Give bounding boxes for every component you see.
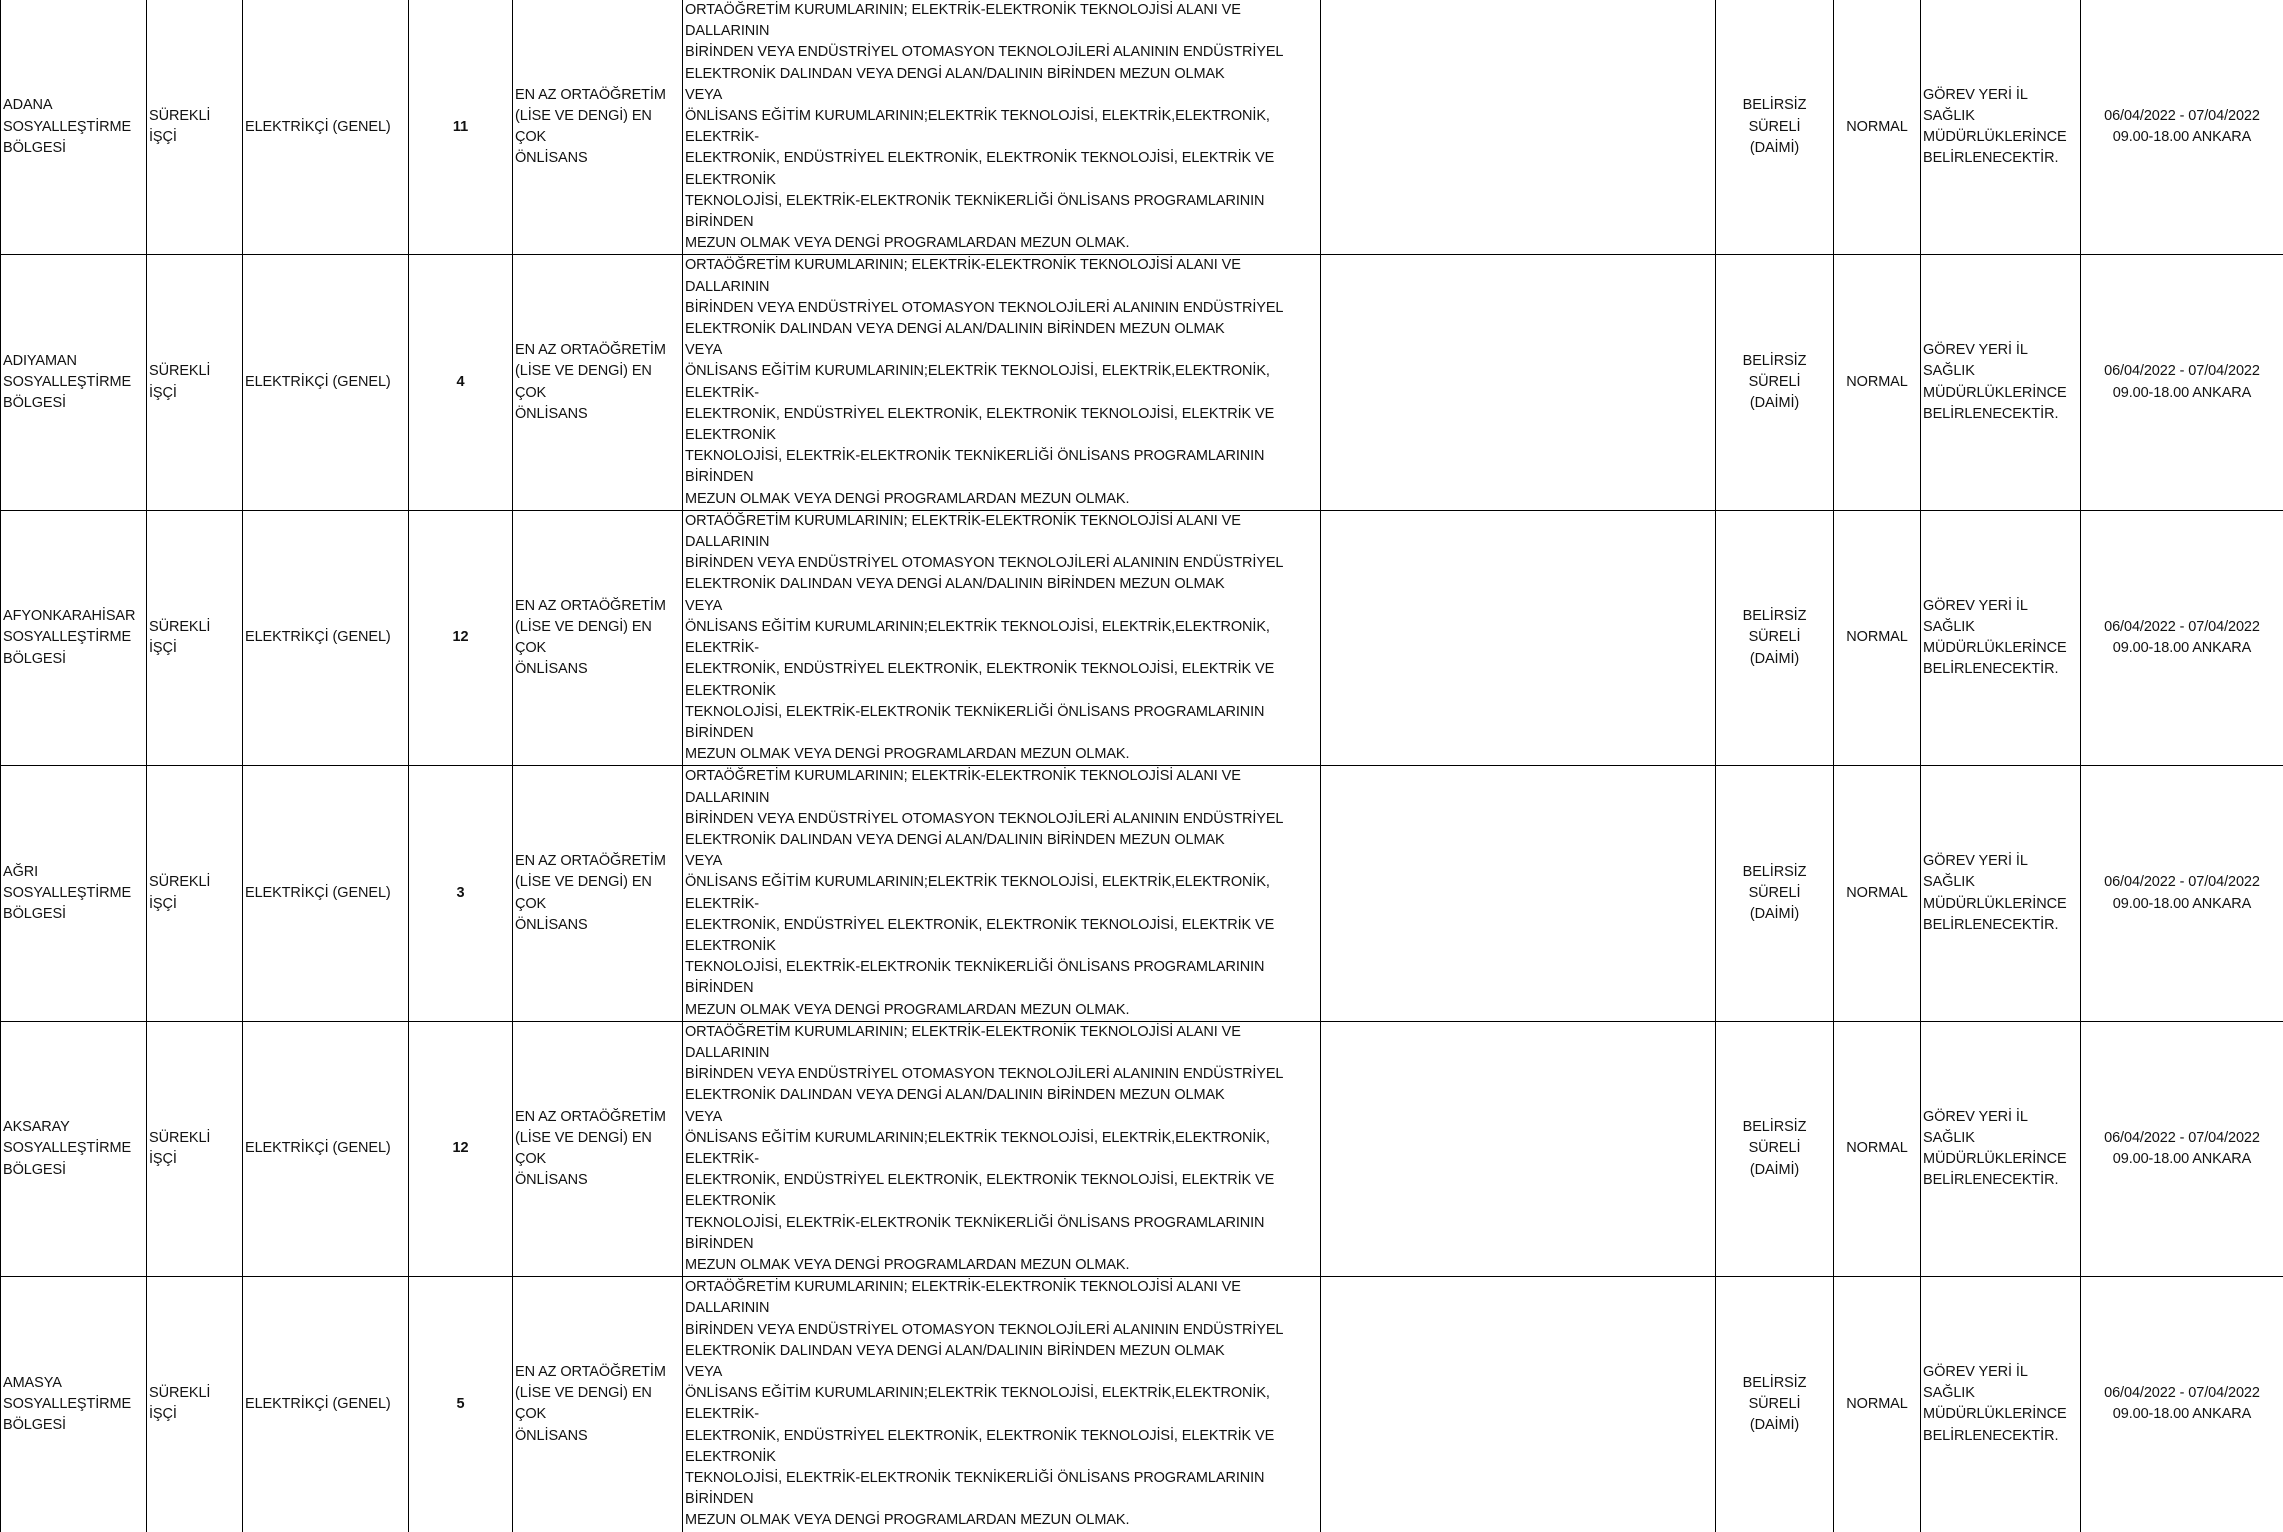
requirements-cell: ORTAÖĞRETİM KURUMLARININ; ELEKTRİK-ELEKTRONİK TEKNOLOJİSİ ALANI VE DALLARININ BİRİNDEN VEYA ENDÜSTRİYEL OTOMASYON TEKNOLOJİLERİ ALANININ ENDÜSTRİYEL ELEKTRONİK DALINDAN VEYA DENGİ ALAN/DALININ BİRİNDEN MEZUN OLMAK VEYA ÖNLİSANS EĞİTİM KURUMLARININ;ELEKTRİK TEKNOLOJİSİ, ELEKTRİK,ELEKTRONİK, ELEKTRİK- ELEKTRONİK, ENDÜSTRİYEL ELEKTRONİK, ELEKTRONİK TEKNOLOJİSİ, ELEKTRİK VE ELEKTRONİK TEKNOLOJİSİ, ELEKTRİK-ELEKTRONİK TEKNİKERLİĞİ ÖNLİSANS PROGRAMLARININ BİRİNDEN MEZUN OLMAK VEYA DENGİ PROGRAMLARDAN MEZUN OLMAK. xyxy=(683,1277,1321,1532)
notes-cell xyxy=(1321,1277,1716,1532)
date-place-cell: 06/04/2022 - 07/04/2022 09.00-18.00 ANKARA xyxy=(2081,255,2283,510)
date-place-cell: 06/04/2022 - 07/04/2022 09.00-18.00 ANKARA xyxy=(2081,510,2283,765)
position-count-cell: 3 xyxy=(409,766,513,1021)
table-row xyxy=(1,510,2283,765)
status-cell: NORMAL xyxy=(1834,1021,1921,1276)
staff-type-cell: SÜREKLİ İŞÇİ xyxy=(147,510,243,765)
status-cell: NORMAL xyxy=(1834,255,1921,510)
notes-cell xyxy=(1321,766,1716,1021)
employment-duration-cell: BELİRSİZ SÜRELİ (DAİMİ) xyxy=(1716,510,1834,765)
position-count-cell: 4 xyxy=(409,255,513,510)
education-level-cell: EN AZ ORTAÖĞRETİM (LİSE VE DENGİ) EN ÇOK ÖNLİSANS xyxy=(513,0,683,255)
position-cell: ELEKTRİKÇİ (GENEL) xyxy=(243,1277,409,1532)
region-cell: AFYONKARAHİSAR SOSYALLEŞTİRME BÖLGESİ xyxy=(1,510,147,765)
table-row xyxy=(1,1277,2283,1532)
status-cell: NORMAL xyxy=(1834,1277,1921,1532)
staff-type-cell: SÜREKLİ İŞÇİ xyxy=(147,1277,243,1532)
date-place-cell: 06/04/2022 - 07/04/2022 09.00-18.00 ANKARA xyxy=(2081,766,2283,1021)
date-place-cell: 06/04/2022 - 07/04/2022 09.00-18.00 ANKARA xyxy=(2081,0,2283,255)
work-location-cell: GÖREV YERİ İL SAĞLIK MÜDÜRLÜKLERİNCE BELİRLENECEKTİR. xyxy=(1921,1277,2081,1532)
position-cell: ELEKTRİKÇİ (GENEL) xyxy=(243,510,409,765)
employment-duration-cell: BELİRSİZ SÜRELİ (DAİMİ) xyxy=(1716,1021,1834,1276)
notes-cell xyxy=(1321,510,1716,765)
notes-cell xyxy=(1321,1021,1716,1276)
education-level-cell: EN AZ ORTAÖĞRETİM (LİSE VE DENGİ) EN ÇOK ÖNLİSANS xyxy=(513,255,683,510)
requirements-cell: ORTAÖĞRETİM KURUMLARININ; ELEKTRİK-ELEKTRONİK TEKNOLOJİSİ ALANI VE DALLARININ BİRİNDEN VEYA ENDÜSTRİYEL OTOMASYON TEKNOLOJİLERİ ALANININ ENDÜSTRİYEL ELEKTRONİK DALINDAN VEYA DENGİ ALAN/DALININ BİRİNDEN MEZUN OLMAK VEYA ÖNLİSANS EĞİTİM KURUMLARININ;ELEKTRİK TEKNOLOJİSİ, ELEKTRİK,ELEKTRONİK, ELEKTRİK- ELEKTRONİK, ENDÜSTRİYEL ELEKTRONİK, ELEKTRONİK TEKNOLOJİSİ, ELEKTRİK VE ELEKTRONİK TEKNOLOJİSİ, ELEKTRİK-ELEKTRONİK TEKNİKERLİĞİ ÖNLİSANS PROGRAMLARININ BİRİNDEN MEZUN OLMAK VEYA DENGİ PROGRAMLARDAN MEZUN OLMAK. xyxy=(683,0,1321,255)
position-cell: ELEKTRİKÇİ (GENEL) xyxy=(243,0,409,255)
work-location-cell: GÖREV YERİ İL SAĞLIK MÜDÜRLÜKLERİNCE BELİRLENECEKTİR. xyxy=(1921,766,2081,1021)
table-row xyxy=(1,1021,2283,1276)
staff-type-cell: SÜREKLİ İŞÇİ xyxy=(147,0,243,255)
employment-duration-cell: BELİRSİZ SÜRELİ (DAİMİ) xyxy=(1716,766,1834,1021)
position-count-cell: 12 xyxy=(409,510,513,765)
position-count-cell: 11 xyxy=(409,0,513,255)
notes-cell xyxy=(1321,0,1716,255)
work-location-cell: GÖREV YERİ İL SAĞLIK MÜDÜRLÜKLERİNCE BELİRLENECEKTİR. xyxy=(1921,0,2081,255)
position-cell: ELEKTRİKÇİ (GENEL) xyxy=(243,766,409,1021)
position-cell: ELEKTRİKÇİ (GENEL) xyxy=(243,1021,409,1276)
work-location-cell: GÖREV YERİ İL SAĞLIK MÜDÜRLÜKLERİNCE BELİRLENECEKTİR. xyxy=(1921,1021,2081,1276)
staff-type-cell: SÜREKLİ İŞÇİ xyxy=(147,1021,243,1276)
date-place-cell: 06/04/2022 - 07/04/2022 09.00-18.00 ANKARA xyxy=(2081,1021,2283,1276)
employment-duration-cell: BELİRSİZ SÜRELİ (DAİMİ) xyxy=(1716,0,1834,255)
table-body xyxy=(1,0,2283,1532)
table-row xyxy=(1,255,2283,510)
employment-duration-cell: BELİRSİZ SÜRELİ (DAİMİ) xyxy=(1716,255,1834,510)
region-cell: ADANA SOSYALLEŞTİRME BÖLGESİ xyxy=(1,0,147,255)
staff-type-cell: SÜREKLİ İŞÇİ xyxy=(147,255,243,510)
work-location-cell: GÖREV YERİ İL SAĞLIK MÜDÜRLÜKLERİNCE BELİRLENECEKTİR. xyxy=(1921,255,2081,510)
requirements-cell: ORTAÖĞRETİM KURUMLARININ; ELEKTRİK-ELEKTRONİK TEKNOLOJİSİ ALANI VE DALLARININ BİRİNDEN VEYA ENDÜSTRİYEL OTOMASYON TEKNOLOJİLERİ ALANININ ENDÜSTRİYEL ELEKTRONİK DALINDAN VEYA DENGİ ALAN/DALININ BİRİNDEN MEZUN OLMAK VEYA ÖNLİSANS EĞİTİM KURUMLARININ;ELEKTRİK TEKNOLOJİSİ, ELEKTRİK,ELEKTRONİK, ELEKTRİK- ELEKTRONİK, ENDÜSTRİYEL ELEKTRONİK, ELEKTRONİK TEKNOLOJİSİ, ELEKTRİK VE ELEKTRONİK TEKNOLOJİSİ, ELEKTRİK-ELEKTRONİK TEKNİKERLİĞİ ÖNLİSANS PROGRAMLARININ BİRİNDEN MEZUN OLMAK VEYA DENGİ PROGRAMLARDAN MEZUN OLMAK. xyxy=(683,1021,1321,1276)
region-cell: AĞRI SOSYALLEŞTİRME BÖLGESİ xyxy=(1,766,147,1021)
education-level-cell: EN AZ ORTAÖĞRETİM (LİSE VE DENGİ) EN ÇOK ÖNLİSANS xyxy=(513,766,683,1021)
education-level-cell: EN AZ ORTAÖĞRETİM (LİSE VE DENGİ) EN ÇOK ÖNLİSANS xyxy=(513,510,683,765)
requirements-cell: ORTAÖĞRETİM KURUMLARININ; ELEKTRİK-ELEKTRONİK TEKNOLOJİSİ ALANI VE DALLARININ BİRİNDEN VEYA ENDÜSTRİYEL OTOMASYON TEKNOLOJİLERİ ALANININ ENDÜSTRİYEL ELEKTRONİK DALINDAN VEYA DENGİ ALAN/DALININ BİRİNDEN MEZUN OLMAK VEYA ÖNLİSANS EĞİTİM KURUMLARININ;ELEKTRİK TEKNOLOJİSİ, ELEKTRİK,ELEKTRONİK, ELEKTRİK- ELEKTRONİK, ENDÜSTRİYEL ELEKTRONİK, ELEKTRONİK TEKNOLOJİSİ, ELEKTRİK VE ELEKTRONİK TEKNOLOJİSİ, ELEKTRİK-ELEKTRONİK TEKNİKERLİĞİ ÖNLİSANS PROGRAMLARININ BİRİNDEN MEZUN OLMAK VEYA DENGİ PROGRAMLARDAN MEZUN OLMAK. xyxy=(683,766,1321,1021)
status-cell: NORMAL xyxy=(1834,510,1921,765)
table-row xyxy=(1,766,2283,1021)
employment-duration-cell: BELİRSİZ SÜRELİ (DAİMİ) xyxy=(1716,1277,1834,1532)
requirements-cell: ORTAÖĞRETİM KURUMLARININ; ELEKTRİK-ELEKTRONİK TEKNOLOJİSİ ALANI VE DALLARININ BİRİNDEN VEYA ENDÜSTRİYEL OTOMASYON TEKNOLOJİLERİ ALANININ ENDÜSTRİYEL ELEKTRONİK DALINDAN VEYA DENGİ ALAN/DALININ BİRİNDEN MEZUN OLMAK VEYA ÖNLİSANS EĞİTİM KURUMLARININ;ELEKTRİK TEKNOLOJİSİ, ELEKTRİK,ELEKTRONİK, ELEKTRİK- ELEKTRONİK, ENDÜSTRİYEL ELEKTRONİK, ELEKTRONİK TEKNOLOJİSİ, ELEKTRİK VE ELEKTRONİK TEKNOLOJİSİ, ELEKTRİK-ELEKTRONİK TEKNİKERLİĞİ ÖNLİSANS PROGRAMLARININ BİRİNDEN MEZUN OLMAK VEYA DENGİ PROGRAMLARDAN MEZUN OLMAK. xyxy=(683,510,1321,765)
region-cell: ADIYAMAN SOSYALLEŞTİRME BÖLGESİ xyxy=(1,255,147,510)
staff-type-cell: SÜREKLİ İŞÇİ xyxy=(147,766,243,1021)
education-level-cell: EN AZ ORTAÖĞRETİM (LİSE VE DENGİ) EN ÇOK ÖNLİSANS xyxy=(513,1021,683,1276)
position-count-cell: 5 xyxy=(409,1277,513,1532)
region-cell: AKSARAY SOSYALLEŞTİRME BÖLGESİ xyxy=(1,1021,147,1276)
table-row xyxy=(1,0,2283,255)
position-cell: ELEKTRİKÇİ (GENEL) xyxy=(243,255,409,510)
status-cell: NORMAL xyxy=(1834,0,1921,255)
status-cell: NORMAL xyxy=(1834,766,1921,1021)
notes-cell xyxy=(1321,255,1716,510)
work-location-cell: GÖREV YERİ İL SAĞLIK MÜDÜRLÜKLERİNCE BELİRLENECEKTİR. xyxy=(1921,510,2081,765)
education-level-cell: EN AZ ORTAÖĞRETİM (LİSE VE DENGİ) EN ÇOK ÖNLİSANS xyxy=(513,1277,683,1532)
region-cell: AMASYA SOSYALLEŞTİRME BÖLGESİ xyxy=(1,1277,147,1532)
date-place-cell: 06/04/2022 - 07/04/2022 09.00-18.00 ANKARA xyxy=(2081,1277,2283,1532)
requirements-cell: ORTAÖĞRETİM KURUMLARININ; ELEKTRİK-ELEKTRONİK TEKNOLOJİSİ ALANI VE DALLARININ BİRİNDEN VEYA ENDÜSTRİYEL OTOMASYON TEKNOLOJİLERİ ALANININ ENDÜSTRİYEL ELEKTRONİK DALINDAN VEYA DENGİ ALAN/DALININ BİRİNDEN MEZUN OLMAK VEYA ÖNLİSANS EĞİTİM KURUMLARININ;ELEKTRİK TEKNOLOJİSİ, ELEKTRİK,ELEKTRONİK, ELEKTRİK- ELEKTRONİK, ENDÜSTRİYEL ELEKTRONİK, ELEKTRONİK TEKNOLOJİSİ, ELEKTRİK VE ELEKTRONİK TEKNOLOJİSİ, ELEKTRİK-ELEKTRONİK TEKNİKERLİĞİ ÖNLİSANS PROGRAMLARININ BİRİNDEN MEZUN OLMAK VEYA DENGİ PROGRAMLARDAN MEZUN OLMAK. xyxy=(683,255,1321,510)
position-count-cell: 12 xyxy=(409,1021,513,1276)
